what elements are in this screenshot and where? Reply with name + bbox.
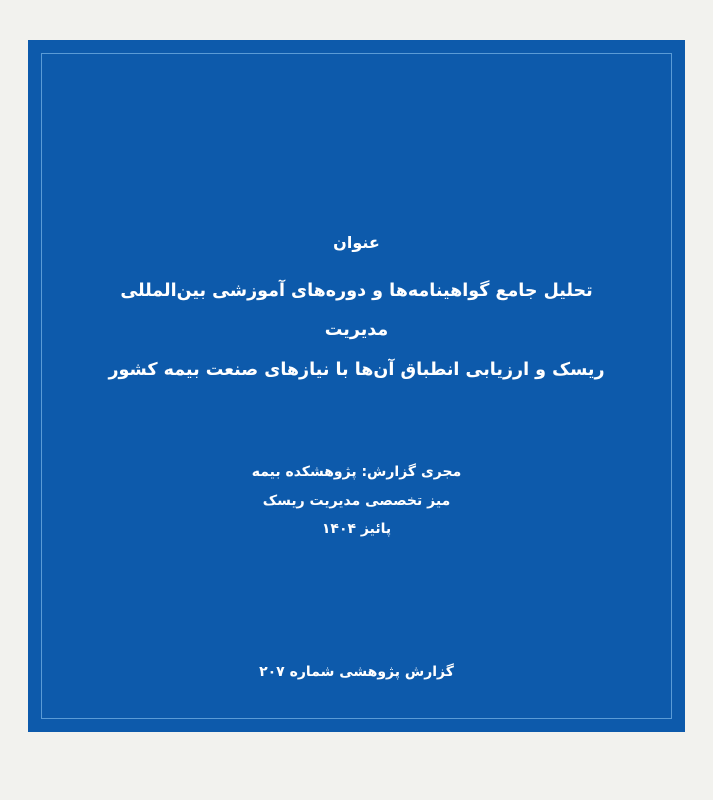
title-label: عنوان	[333, 233, 380, 252]
page-title-line-1: تحلیل جامع گواهینامه‌ها و دوره‌های آموزشی بین‌المللی مدیریت	[120, 281, 593, 341]
cover-panel	[28, 40, 685, 732]
desk-line: میز تخصصی مدیریت ریسک	[262, 492, 451, 509]
page-title	[90, 272, 623, 390]
cover-content	[28, 40, 685, 732]
report-number: گزارش پژوهشی شماره ۲۰۷	[259, 664, 454, 680]
page-title-line-2: ریسک و ارزیابی انطباق آن‌ها با نیازهای صنعت بیمه کشور	[108, 359, 605, 380]
publisher-block	[90, 458, 623, 544]
date-line: پائیز ۱۴۰۴	[321, 521, 392, 538]
publisher-line: مجری گزارش: پژوهشکده بیمه	[251, 464, 462, 480]
